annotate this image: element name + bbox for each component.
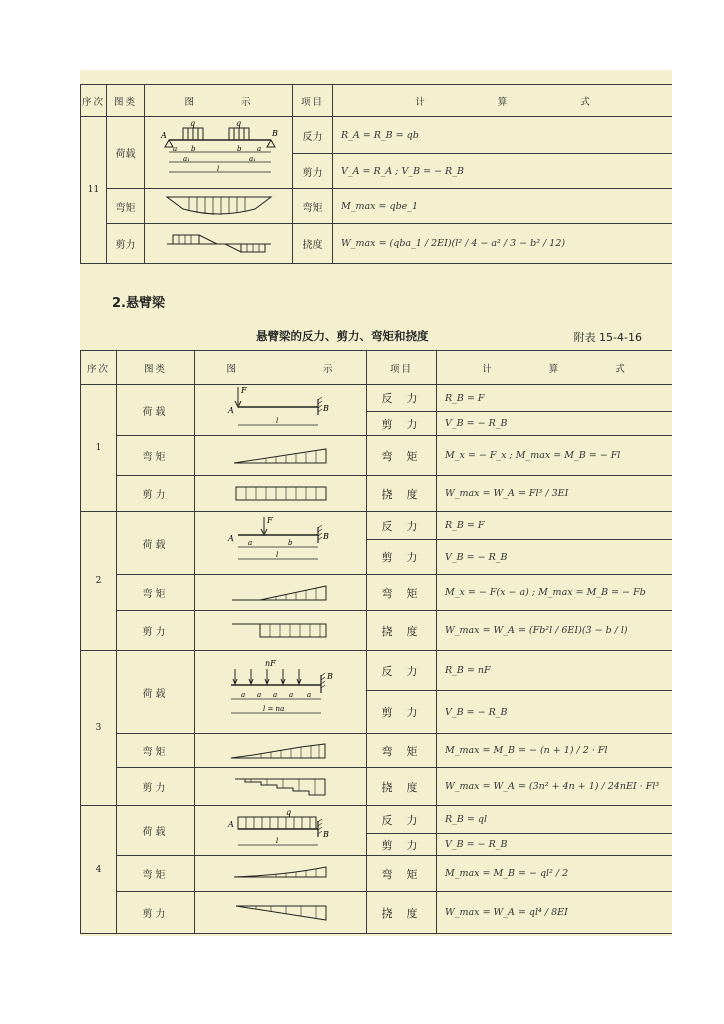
case-4-formula-deflection: W_max = W_A = ql⁴ / 8EI [437,892,673,934]
header-figure [145,85,293,117]
cantilever-table [80,350,672,934]
main-header-figure-1: 图 [226,363,238,375]
case-1-label-B: B [322,404,329,413]
shear-diagram-svg [159,231,279,257]
dim-l: l [216,164,219,173]
dim-b2: b [236,144,241,153]
case-3-item-deflection: 挠度 [367,768,437,806]
top-table-header [81,85,673,117]
moment-diagram-svg [159,193,279,219]
case-3-type-load: 荷载 [117,651,195,734]
load-diagram-svg [159,118,279,188]
case-3-dim-a3: a [272,691,277,699]
header-calc-1: 计 [415,96,425,108]
dim-a1: a [172,144,177,153]
case-4-label-q: q [285,807,291,817]
case-1-formula-reaction: R_B = F [437,385,673,412]
case-4-type-load: 荷载 [117,806,195,856]
case-4-formula-moment: M_max = M_B = − ql² / 2 [437,856,673,892]
case-2-item-reaction: 反力 [367,512,437,540]
row-type-moment: 弯矩 [107,189,145,224]
case-2-load-svg [226,515,336,571]
case-3-label-B: B [326,672,333,681]
case-2-formula-deflection: W_max = W_A = (Fb²l / 6EI)(3 − b / l) [437,611,673,651]
main-header-calc [437,351,673,385]
case-3-label-nF: nF [264,659,276,668]
case-3-dim-a5: a [306,691,311,699]
case-3-shear-svg [221,775,341,799]
case-1-shear-diagram [195,476,367,512]
case-1-number: 1 [81,385,117,512]
case-4-item-moment: 弯矩 [367,856,437,892]
case-4-type-shear: 剪力 [117,892,195,934]
header-figure-2: 示 [241,96,253,108]
header-item: 项目 [293,85,333,117]
case-2-item-deflection: 挠度 [367,611,437,651]
main-header-type: 图类 [117,351,195,385]
main-table-header [81,351,673,385]
case-2-number: 2 [81,512,117,651]
main-header-figure [195,351,367,385]
case-2-label-F: F [266,516,273,525]
case-2-moment-svg [226,582,336,604]
scanned-page [80,70,672,936]
case-1-formula-deflection: W_max = W_A = Fl³ / 3EI [437,476,673,512]
shear-diagram [145,224,293,264]
main-header-figure-2: 示 [323,363,335,375]
case-3-type-moment: 弯矩 [117,734,195,768]
case-4-type-moment: 弯矩 [117,856,195,892]
case-1-item-reaction: 反力 [367,385,437,412]
case-1-moment-svg [226,445,336,467]
case-1-item-deflection: 挠度 [367,476,437,512]
case-1-moment-diagram [195,436,367,476]
moment-diagram [145,189,293,224]
formula-shear: V_A = R_A ; V_B = − R_B [333,154,673,189]
case-3-moment-diagram [195,734,367,768]
case-3-dim-a1: a [240,691,245,699]
case-3-item-shear: 剪力 [367,691,437,734]
case-1-formula-moment: M_x = − F_x ; M_max = M_B = − Fl [437,436,673,476]
table-number: 附表 15-4-16 [573,331,642,344]
case-3-load-diagram [195,651,367,734]
case-1-shear-svg [226,483,336,505]
case-1-load-diagram [195,385,367,436]
dim-b1: b [190,144,195,153]
case-4-item-deflection: 挠度 [367,892,437,934]
case-1-dim-l: l [275,417,278,425]
header-calc [333,85,673,117]
header-seq: 序次 [81,85,107,117]
case-4-number: 4 [81,806,117,934]
case-3-formula-deflection: W_max = W_A = (3n² + 4n + 1) / 24nEI · Fl³ [437,768,673,806]
label-B: B [271,128,278,138]
item-shear: 剪力 [293,154,333,189]
case-number: 11 [81,117,107,264]
case-1-label-A: A [227,406,234,415]
header-type: 图类 [107,85,145,117]
dim-a1-total: a₁ [182,154,190,163]
case-3-item-moment: 弯矩 [367,734,437,768]
case-2-dim-a: a [247,539,252,547]
case-4-shear-diagram [195,892,367,934]
label-q1: q [189,118,195,128]
dim-a1-total-2: a₁ [248,154,256,163]
table-title: 悬臂梁的反力、剪力、弯矩和挠度 [256,329,429,343]
case-2-dim-l: l [275,551,278,559]
case-4-moment-diagram [195,856,367,892]
label-A: A [160,130,167,140]
row-type-load: 荷载 [107,117,145,189]
case-1-type-load: 荷载 [117,385,195,436]
case-3-formula-shear: V_B = − R_B [437,691,673,734]
case-4-dim-l: l [275,836,278,845]
case-3-dim-a2: a [256,691,261,699]
case-4-label-B: B [322,829,329,839]
case-2-shear-svg [226,620,336,642]
case-2-type-load: 荷载 [117,512,195,575]
case-2-formula-reaction: R_B = F [437,512,673,540]
case-2-shear-diagram [195,611,367,651]
case-2-formula-shear: V_B = − R_B [437,540,673,575]
case-4-shear-svg [226,902,336,924]
header-figure-1: 图 [184,96,196,108]
case-2-label-B: B [322,532,329,541]
case-4-formula-shear: V_B = − R_B [437,834,673,856]
case-4-formula-reaction: R_B = ql [437,806,673,834]
main-header-calc-1: 计 [482,363,494,375]
case-1-formula-shear: V_B = − R_B [437,412,673,436]
item-deflection: 挠度 [293,224,333,264]
case-3-moment-svg [221,740,341,762]
case-2-dim-b: b [287,539,292,547]
label-q2: q [235,118,241,128]
case-1-type-shear: 剪力 [117,476,195,512]
case-3-dim-total: l = na [262,705,284,713]
main-header-calc-2: 算 [548,363,561,375]
case-1-item-shear: 剪力 [367,412,437,436]
case-3-number: 3 [81,651,117,806]
case-2-item-shear: 剪力 [367,540,437,575]
item-reaction: 反力 [293,117,333,154]
case-3-item-reaction: 反力 [367,651,437,691]
case-1-item-moment: 弯矩 [367,436,437,476]
load-diagram [145,117,293,189]
main-header-seq: 序次 [81,351,117,385]
case-3-formula-reaction: R_B = nF [437,651,673,691]
item-moment: 弯矩 [293,189,333,224]
formula-deflection: W_max = (qba_1 / 2EI)(l² / 4 − a² / 3 − b² / 12) [333,224,673,264]
case-3-formula-moment: M_max = M_B = − (n + 1) / 2 · Fl [437,734,673,768]
header-calc-2: 算 [497,96,508,108]
case-2-label-A: A [227,534,234,543]
case-2-item-moment: 弯矩 [367,575,437,611]
section-title: 2.悬臂梁 [112,296,165,311]
main-header-calc-3: 式 [615,363,627,375]
case-2-load-diagram [195,512,367,575]
case-1-type-moment: 弯矩 [117,436,195,476]
main-header-item: 项目 [367,351,437,385]
row-type-shear: 剪力 [107,224,145,264]
case-4-label-A: A [227,819,234,829]
case-4-moment-svg [226,863,336,885]
dim-a2: a [256,144,261,153]
case-2-moment-diagram [195,575,367,611]
case-3-load-svg [221,657,341,727]
formula-reaction: R_A = R_B = qb [333,117,673,154]
case-3-type-shear: 剪力 [117,768,195,806]
case-2-formula-moment: M_x = − F(x − a) ; M_max = M_B = − Fb [437,575,673,611]
formula-moment: M_max = qbe_1 [333,189,673,224]
top-table [80,84,672,264]
case-4-item-shear: 剪力 [367,834,437,856]
case-2-type-shear: 剪力 [117,611,195,651]
header-calc-3: 式 [580,96,590,108]
case-1-load-svg [226,385,336,435]
case-2-type-moment: 弯矩 [117,575,195,611]
case-4-load-svg [226,807,336,855]
case-4-item-reaction: 反力 [367,806,437,834]
case-3-shear-diagram [195,768,367,806]
case-1-label-F: F [240,386,247,395]
case-3-dim-a4: a [288,691,293,699]
case-4-load-diagram [195,806,367,856]
